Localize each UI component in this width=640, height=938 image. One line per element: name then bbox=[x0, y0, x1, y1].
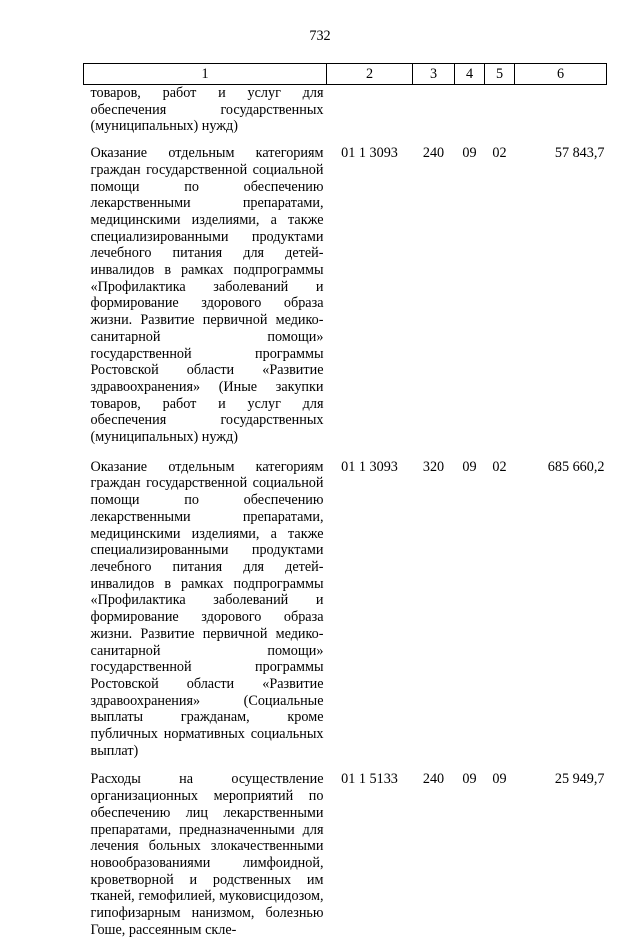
row-subsection bbox=[485, 85, 515, 146]
row-amount bbox=[515, 85, 607, 146]
table-header-row bbox=[84, 64, 607, 85]
column-header-6: 6 bbox=[515, 64, 607, 85]
row-amount: 57 843,7 bbox=[554, 145, 605, 162]
table-row bbox=[84, 145, 607, 459]
row-section bbox=[455, 85, 485, 146]
row-section: 09 bbox=[462, 458, 477, 475]
row-expense-type: 240 bbox=[422, 771, 445, 788]
column-header-3: 3 bbox=[413, 64, 455, 85]
table-row bbox=[84, 459, 607, 772]
row-description: Расходы на осуществление организационных мероприятий по обеспечению лиц лекарственными препаратами, предназначенными для лечения больных злокачественными новообразованиями лимфоидной, кроветворной и родственных им тканей, гемофилией, муковисцидозом, гипофизарным нанизмом, болезнью Гоше, рассеянным скле- bbox=[90, 771, 324, 938]
row-description: Оказание отдельным категориям граждан государственной социальной помощи по обеспечению лекарственными препаратами, медицинскими изделиями, а также специализированными продуктами лечебного питания для детей-инвалидов в рамках подпрограммы «Профилактика заболеваний и формирование здорового образа жизни. Развитие первичной медико-санитарной помощи» государственной программы Ростовской области «Развитие здравоохранения» (Социальные выплаты гражданам, кроме публичных нормативных социальных выплат) bbox=[90, 458, 324, 759]
row-section: 09 bbox=[462, 145, 477, 162]
row-target-code: 01 1 3093 bbox=[341, 145, 398, 162]
row-subsection: 09 bbox=[492, 771, 507, 788]
row-subsection: 02 bbox=[492, 458, 507, 475]
column-header-1: 1 bbox=[84, 64, 327, 85]
column-header-2: 2 bbox=[327, 64, 413, 85]
row-expense-type: 320 bbox=[422, 458, 445, 475]
table-row bbox=[84, 771, 607, 938]
row-amount: 685 660,2 bbox=[547, 458, 605, 475]
row-description: товаров, работ и услуг для обеспечения государственных (муниципальных) нужд) bbox=[90, 85, 324, 135]
row-subsection: 02 bbox=[492, 145, 507, 162]
row-target-code: 01 1 3093 bbox=[341, 458, 398, 475]
column-header-5: 5 bbox=[485, 64, 515, 85]
row-expense-type: 240 bbox=[422, 145, 445, 162]
table-row bbox=[84, 85, 607, 146]
row-target-code bbox=[327, 85, 413, 146]
budget-table bbox=[83, 63, 607, 938]
row-section: 09 bbox=[462, 771, 477, 788]
page-number: 732 bbox=[309, 28, 331, 44]
column-header-4: 4 bbox=[455, 64, 485, 85]
row-amount: 25 949,7 bbox=[554, 771, 605, 788]
row-target-code: 01 1 5133 bbox=[341, 771, 398, 788]
row-expense-type bbox=[413, 85, 455, 146]
row-description: Оказание отдельным категориям граждан государственной социальной помощи по обеспечению лекарственными препаратами, медицинскими изделиями, а также специализированными продуктами лечебного питания для детей-инвалидов в рамках подпрограммы «Профилактика заболеваний и формирование здорового образа жизни. Развитие первичной медико-санитарной помощи» государственной программы Ростовской области «Развитие здравоохранения» (Иные закупки товаров, работ и услуг для обеспечения государственных (муниципальных) нужд) bbox=[90, 145, 324, 446]
